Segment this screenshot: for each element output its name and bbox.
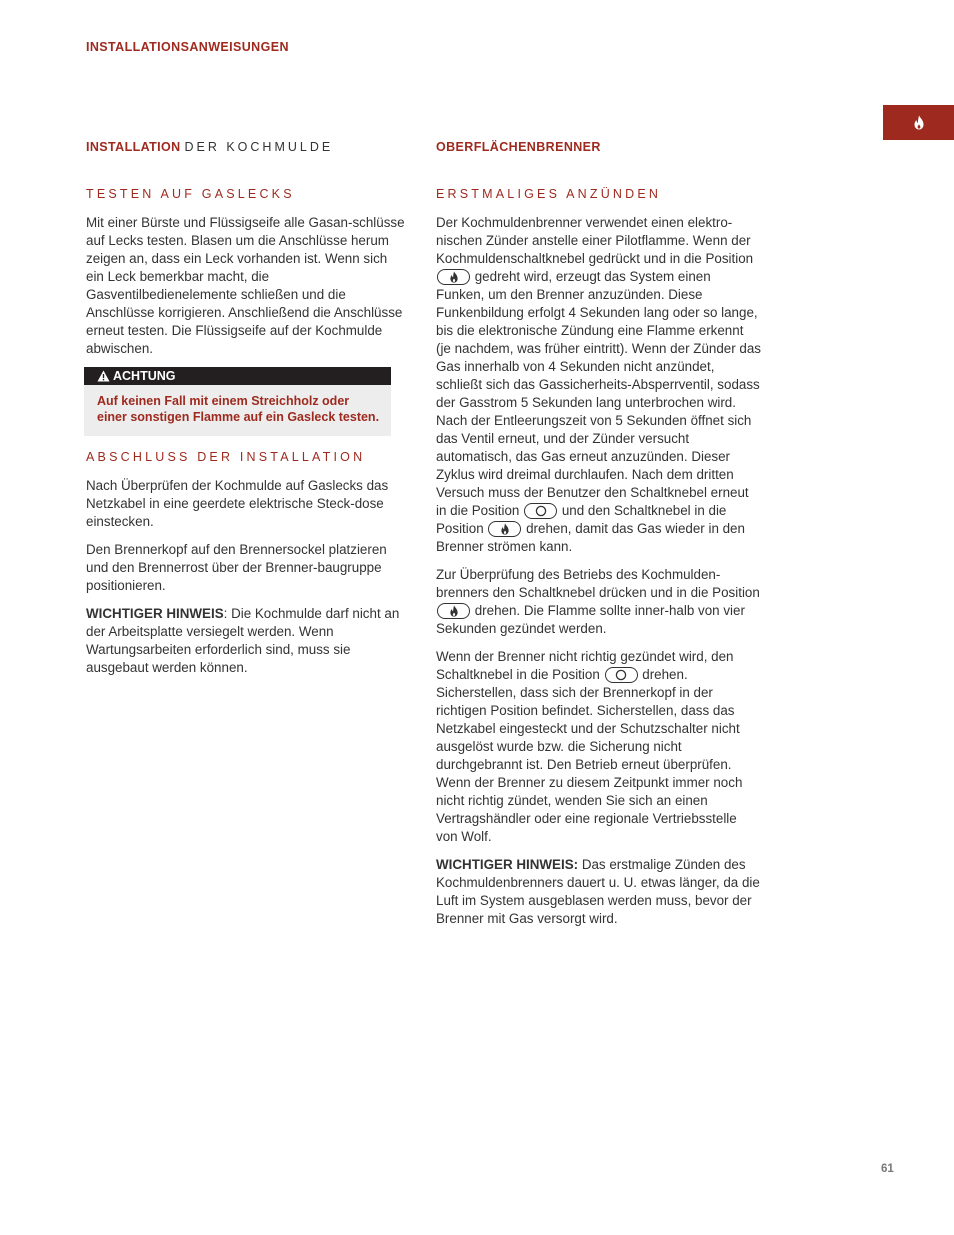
subsection-title-gas-leaks: TESTEN AUF GASLECKS xyxy=(86,187,295,201)
knob-position-flame xyxy=(437,269,470,285)
flame-icon xyxy=(913,115,925,130)
off-circle-icon xyxy=(535,505,547,517)
knob-position-off xyxy=(524,503,557,519)
finish-paragraph-2: Den Brennerkopf auf den Brennersockel platzieren und den Brennerrost über der Brenner-baugruppe positionieren. xyxy=(86,542,387,593)
section-title-surface-burner: OBERFLÄCHENBRENNER xyxy=(436,140,601,154)
gas-leak-paragraph: Mit einer Bürste und Flüssigseife alle Gasan-schlüsse auf Lecks testen. Blasen um die Anschlüsse herum zeigen an, dass ein Leck vorhanden ist. Wenn sich ein Leck bemerkbar macht, die Gasventilbedienelemente schließen und die Anschlüsse korrigieren. Anschließend die Anschlüsse erneut testen. Die Flüssigseife auf der Kochmulde abwischen. xyxy=(86,215,405,356)
off-circle-icon xyxy=(615,669,627,681)
flame-icon xyxy=(449,605,459,617)
ignition-paragraph-2: Zur Überprüfung des Betriebs des Kochmulden-brenners den Schaltknebel drücken und in die Position drehen. Die Flamme sollte inner-halb von vier Sekunden gezündet werden. xyxy=(436,567,760,636)
important-note-left: WICHTIGER HINWEIS: Die Kochmulde darf nicht an der Arbeitsplatte versiegelt werden. Wenn Wartungsarbeiten erforderlich sind, muss sie ausgebaut werden können. xyxy=(86,606,400,675)
subsection-title-finish-installation: ABSCHLUSS DER INSTALLATION xyxy=(86,450,366,464)
warning-triangle-icon xyxy=(97,370,110,382)
running-header: INSTALLATIONSANWEISUNGEN xyxy=(86,40,289,54)
knob-position-flame xyxy=(437,603,470,619)
knob-position-off xyxy=(605,667,638,683)
warning-text: Auf keinen Fall mit einem Streichholz oder einer sonstigen Flamme auf ein Gasleck testen. xyxy=(97,394,380,424)
flame-icon xyxy=(449,271,459,283)
section-tab xyxy=(883,105,954,140)
note-label: WICHTIGER HINWEIS xyxy=(86,606,224,621)
warning-box xyxy=(84,367,391,436)
right-column xyxy=(436,138,761,928)
knob-position-flame xyxy=(488,521,521,537)
ignition-paragraph-3: Wenn der Brenner nicht richtig gezündet wird, den Schaltknebel in die Position drehen. Sicherstellen, dass sich der Brennerkopf in der richtigen Position befindet. Sicherstellen, dass das Netzkabel eingesteckt und der Schutzschalter nicht ausgelöst wurde bzw. die Sicherung nicht durchgebrannt ist. Den Betrieb erneut überprüfen. Wenn der Brenner zu diesem Zeitpunkt immer noch nicht richtig zündet, wenden Sie sich an einen Vertragshändler oder eine regionale Vertriebsstelle von Wolf. xyxy=(436,649,743,844)
warning-header xyxy=(84,367,391,385)
section-title-installation: INSTALLATION DER KOCHMULDE xyxy=(86,140,334,154)
warning-label: ACHTUNG xyxy=(113,369,176,383)
subsection-title-first-ignition: ERSTMALIGES ANZÜNDEN xyxy=(436,187,662,201)
ignition-paragraph-1: Der Kochmuldenbrenner verwendet einen elektro-nischen Zünder anstelle einer Pilotflamme. Wenn der Kochmuldenschaltknebel gedrückt und in die Position gedreht wird, erzeugt das System einen Funken, um den Brenner anzuzünden. Diese Funkenbildung erfolgt 4 Sekunden lang oder so lange, bis die elektronische Zündung eine Flamme erkennt (je nachdem, was früher eintritt). Wenn der Zünder das Gas innerhalb von 4 Sekunden nicht anzündet, schließt sich das Gassicherheits-Absperrventil, sodass der Gasstrom 5 Sekunden lang unterbrochen wird. Nach der Entleerungszeit von 5 Sekunden öffnet sich das Ventil erneut, und der Zünder versucht automatisch, das Gas erneut anzuzünden. Dieser Zyklus wird dreimal durchlaufen. Nach dem dritten Versuch muss der Benutzer den Schaltknebel erneut in die Position und den Schaltknebel in die Position drehen, damit das Gas wieder in den Brenner strömen kann. xyxy=(436,215,761,554)
left-column xyxy=(86,138,406,677)
finish-paragraph-1: Nach Überprüfen der Kochmulde auf Gaslecks das Netzkabel in eine geerdete elektrische Steck-dose einstecken. xyxy=(86,478,389,529)
page-number: 61 xyxy=(881,1163,894,1175)
note-label: WICHTIGER HINWEIS: xyxy=(436,857,579,872)
flame-icon xyxy=(500,523,510,535)
important-note-right: WICHTIGER HINWEIS: Das erstmalige Zünden des Kochmuldenbrenners dauert u. U. etwas länger, da die Luft im System ausgeblasen werden muss, bevor der Brenner mit Gas versorgt wird. xyxy=(436,857,760,926)
